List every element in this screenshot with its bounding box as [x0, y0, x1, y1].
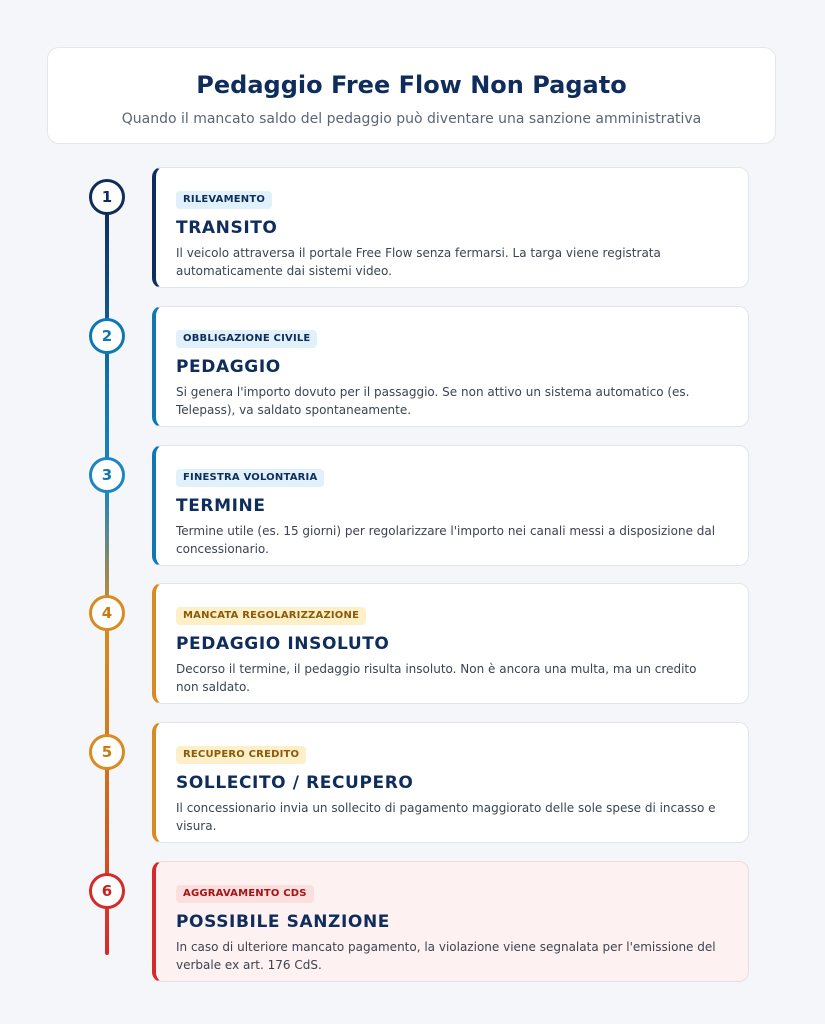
timeline-step-2: [0, 306, 825, 427]
step-badge: OBBLIGAZIONE CIVILE: [176, 330, 317, 348]
step-badge: FINESTRA VOLONTARIA: [176, 469, 324, 487]
step-card: [152, 861, 749, 982]
step-number-marker: 6: [89, 873, 125, 909]
step-description: Termine utile (es. 15 giorni) per regolarizzare l'importo nei canali messi a disposizione dal concessionario.: [176, 524, 716, 556]
step-title: SOLLECITO / RECUPERO: [176, 773, 414, 793]
page-title: Pedaggio Free Flow Non Pagato: [196, 71, 627, 99]
step-card: [152, 167, 749, 288]
timeline-step-4: [0, 583, 825, 704]
step-number-marker: 3: [89, 457, 125, 493]
step-number-marker: 1: [89, 179, 125, 215]
step-title: PEDAGGIO: [176, 357, 281, 377]
step-number-marker: 2: [89, 318, 125, 354]
step-title: TERMINE: [176, 496, 266, 516]
timeline-step-5: [0, 722, 825, 843]
step-badge: AGGRAVAMENTO CDS: [176, 885, 314, 903]
step-title: TRANSITO: [176, 218, 278, 238]
step-badge: RECUPERO CREDITO: [176, 746, 306, 764]
step-description: Si genera l'importo dovuto per il passaggio. Se non attivo un sistema automatico (es. Telepass), va saldato spontaneamente.: [176, 385, 690, 417]
step-card: [152, 445, 749, 566]
step-badge: MANCATA REGOLARIZZAZIONE: [176, 607, 366, 625]
step-card: [152, 583, 749, 704]
page-subtitle: Quando il mancato saldo del pedaggio può diventare una sanzione amministrativa: [121, 111, 702, 127]
timeline-step-1: [0, 167, 825, 288]
step-number-marker: 5: [89, 734, 125, 770]
step-title: PEDAGGIO INSOLUTO: [176, 634, 390, 654]
step-badge: RILEVAMENTO: [176, 191, 272, 209]
step-card: [152, 306, 749, 427]
timeline-step-6: [0, 861, 825, 982]
step-number-marker: 4: [89, 595, 125, 631]
timeline-step-3: [0, 445, 825, 566]
step-description: Il concessionario invia un sollecito di pagamento maggiorato delle sole spese di incasso e visura.: [176, 801, 716, 833]
header-card: [47, 47, 776, 144]
step-description: In caso di ulteriore mancato pagamento, la violazione viene segnalata per l'emissione del verbale ex art. 176 CdS.: [176, 940, 716, 972]
step-description: Decorso il termine, il pedaggio risulta insoluto. Non è ancora una multa, ma un credito non saldato.: [176, 662, 697, 694]
step-description: Il veicolo attraversa il portale Free Flow senza fermarsi. La targa viene registrata automaticamente dai sistemi video.: [176, 246, 661, 278]
step-title: POSSIBILE SANZIONE: [176, 912, 390, 932]
step-card: [152, 722, 749, 843]
